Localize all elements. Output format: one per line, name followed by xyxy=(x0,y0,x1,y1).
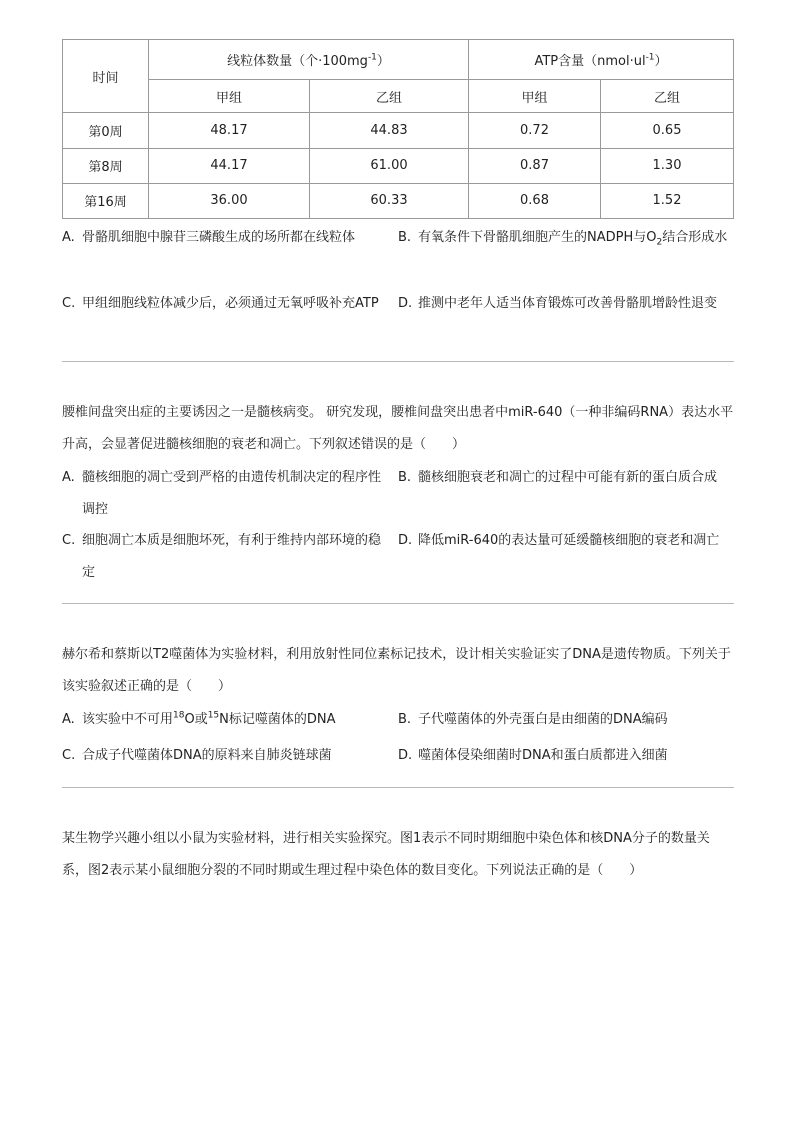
option-text: 细胞凋亡本质是细胞坏死，有利于维持内部环境的稳定 xyxy=(82,533,382,580)
time-cell: 第8周 xyxy=(63,148,149,183)
option-text: 合成子代噬菌体DNA的原料来自肺炎链球菌 xyxy=(82,748,332,763)
q3-option-c[interactable]: C. 合成子代噬菌体DNA的原料来自肺炎链球菌 xyxy=(62,740,392,772)
q4-stem: 某生物学兴趣小组以小鼠为实验材料，进行相关实验探究。图1表示不同时期细胞中染色体和核DNA分子的数量关系，图2表示某小鼠细胞分裂的不同时期或生理过程中染色体的数目变化。下列说法正确的是（ ） xyxy=(62,831,710,878)
option-text: 子代噬菌体的外壳蛋白是由细菌的DNA编码 xyxy=(418,712,668,727)
option-text: 甲组细胞线粒体减少后，必须通过无氧呼吸补充ATP xyxy=(82,296,379,311)
value-cell: 36.00 xyxy=(149,183,310,218)
divider xyxy=(62,603,734,604)
value-cell: 44.83 xyxy=(310,113,469,148)
time-cell: 第0周 xyxy=(63,113,149,148)
table-row xyxy=(63,113,734,148)
value-cell: 1.52 xyxy=(601,183,734,218)
q2-option-d[interactable]: D. 降低miR-640的表达量可延缓髓核细胞的衰老和凋亡 xyxy=(398,525,734,557)
value-cell: 0.65 xyxy=(601,113,734,148)
table-row xyxy=(63,183,734,218)
value-cell: 1.30 xyxy=(601,148,734,183)
value-cell: 44.17 xyxy=(149,148,310,183)
q1-option-b[interactable]: B. 有氧条件下骨骼肌细胞产生的NADPH与$O_2$结合形成水 xyxy=(398,222,734,254)
value-cell: 0.68 xyxy=(469,183,601,218)
header-atp: ATP含量$(nmol\cdot ul^{-1})$ xyxy=(469,40,734,80)
option-text: 髓核细胞的凋亡受到严格的由遗传机制决定的程序性调控 xyxy=(82,470,382,517)
header-mito-count: 线粒体数量（个$\cdot 100mg^{-1}$） xyxy=(149,40,469,80)
q1-option-d[interactable]: D. 推测中老年人适当体育锻炼可改善骨骼肌增龄性退变 xyxy=(398,288,734,320)
value-cell: 60.33 xyxy=(310,183,469,218)
header-time: 时间 xyxy=(63,40,149,113)
q3-option-a[interactable]: A. 该实验中不可用$^{18}$O或$^{15}$N标记噬菌体的DNA xyxy=(62,704,392,736)
table-row xyxy=(63,148,734,183)
value-cell: 61.00 xyxy=(310,148,469,183)
option-text: 髓核细胞衰老和凋亡的过程中可能有新的蛋白质合成 xyxy=(418,470,718,485)
q1-option-a[interactable]: A. 骨骼肌细胞中腺苷三磷酸生成的场所都在线粒体 xyxy=(62,222,392,254)
option-text: 推测中老年人适当体育锻炼可改善骨骼肌增龄性退变 xyxy=(418,296,718,311)
option-text: 噬菌体侵染细菌时DNA和蛋白质都进入细菌 xyxy=(418,748,668,763)
q3-option-d[interactable]: D. 噬菌体侵染细菌时DNA和蛋白质都进入细菌 xyxy=(398,740,734,772)
option-text: 该实验中不可用$^{18}$O或$^{15}$N标记噬菌体的DNA xyxy=(82,710,336,727)
q3-stem: 赫尔希和蔡斯以T2噬菌体为实验材料，利用放射性同位素标记技术，设计相关实验证实了DNA是遗传物质。下列关于该实验叙述正确的是（ ） xyxy=(62,647,731,694)
q2-option-c[interactable]: C. 细胞凋亡本质是细胞坏死，有利于维持内部环境的稳定 xyxy=(62,525,392,589)
subheader-cell: 乙组 xyxy=(310,80,469,113)
divider xyxy=(62,361,734,362)
value-cell: 48.17 xyxy=(149,113,310,148)
data-table xyxy=(62,39,734,219)
divider xyxy=(62,787,734,788)
q2-stem: 腰椎间盘突出症的主要诱因之一是髓核病变。 研究发现，腰椎间盘突出患者中miR-640（一种非编码RNA）表达水平升高，会显著促进髓核细胞的衰老和凋亡。下列叙述错误的是（ ） xyxy=(62,405,734,452)
value-cell: 0.87 xyxy=(469,148,601,183)
subheader-cell: 甲组 xyxy=(149,80,310,113)
q1-option-c[interactable]: C. 甲组细胞线粒体减少后，必须通过无氧呼吸补充ATP xyxy=(62,288,392,320)
time-cell: 第16周 xyxy=(63,183,149,218)
q3-option-b[interactable]: B. 子代噬菌体的外壳蛋白是由细菌的DNA编码 xyxy=(398,704,734,736)
option-text: 降低miR-640的表达量可延缓髓核细胞的衰老和凋亡 xyxy=(418,533,720,548)
value-cell: 0.72 xyxy=(469,113,601,148)
q2-option-a[interactable]: A. 髓核细胞的凋亡受到严格的由遗传机制决定的程序性调控 xyxy=(62,462,392,526)
subheader-cell: 乙组 xyxy=(601,80,734,113)
subheader-cell: 甲组 xyxy=(469,80,601,113)
option-text: 有氧条件下骨骼肌细胞产生的NADPH与$O_2$结合形成水 xyxy=(418,230,728,248)
option-text: 骨骼肌细胞中腺苷三磷酸生成的场所都在线粒体 xyxy=(82,230,356,245)
q2-option-b[interactable]: B. 髓核细胞衰老和凋亡的过程中可能有新的蛋白质合成 xyxy=(398,462,734,494)
